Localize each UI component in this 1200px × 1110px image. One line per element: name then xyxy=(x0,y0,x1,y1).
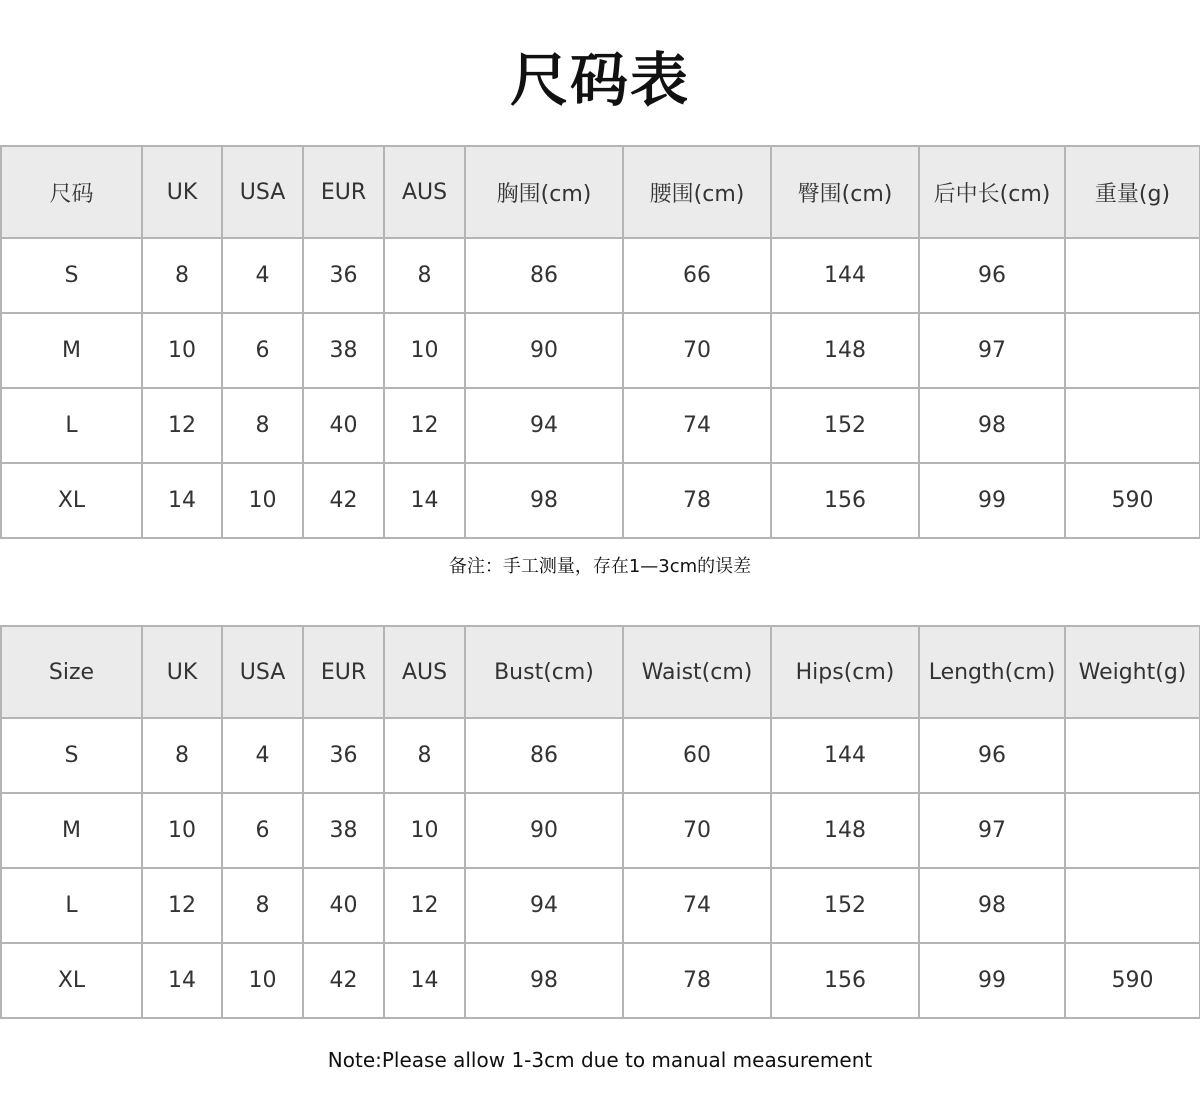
header-cell: EUR xyxy=(303,146,384,238)
header-cell: EUR xyxy=(303,626,384,718)
table-cell: 144 xyxy=(771,238,919,313)
table-cell: 98 xyxy=(919,388,1065,463)
table-cell: 78 xyxy=(623,943,771,1018)
table-cell: 36 xyxy=(303,718,384,793)
table-cell: 12 xyxy=(384,868,465,943)
table-cell: S xyxy=(1,238,142,313)
header-cell: 后中长(cm) xyxy=(919,146,1065,238)
table-row xyxy=(1,943,1200,1018)
table-cell: 156 xyxy=(771,943,919,1018)
page-title: 尺码表 xyxy=(509,46,690,114)
table-cell: 98 xyxy=(465,943,623,1018)
table-cell xyxy=(1065,388,1200,463)
table-cell: 8 xyxy=(142,718,222,793)
table-cell: 10 xyxy=(142,793,222,868)
table-cell xyxy=(1065,793,1200,868)
header-cell: 重量(g) xyxy=(1065,146,1200,238)
header-cell: UK xyxy=(142,626,222,718)
table-cell: S xyxy=(1,718,142,793)
table-cell: 86 xyxy=(465,718,623,793)
table-cell: 8 xyxy=(142,238,222,313)
table-row xyxy=(1,793,1200,868)
header-cell: Size xyxy=(1,626,142,718)
table-cell xyxy=(1065,868,1200,943)
table-row xyxy=(1,463,1200,538)
table-cell: 96 xyxy=(919,718,1065,793)
table-cell: M xyxy=(1,313,142,388)
table-cell: 14 xyxy=(142,463,222,538)
table-cell: 10 xyxy=(384,793,465,868)
table-cell: 70 xyxy=(623,313,771,388)
table-cell: 94 xyxy=(465,868,623,943)
table-cell: M xyxy=(1,793,142,868)
table-cell: 148 xyxy=(771,793,919,868)
table-cell: 42 xyxy=(303,463,384,538)
table-row xyxy=(1,388,1200,463)
table-cell: 144 xyxy=(771,718,919,793)
header-cell: 腰围(cm) xyxy=(623,146,771,238)
table-cell: 98 xyxy=(465,463,623,538)
table-row xyxy=(1,718,1200,793)
table-cell: 8 xyxy=(222,868,303,943)
table-cell: 8 xyxy=(384,238,465,313)
table-cell: 4 xyxy=(222,718,303,793)
header-cell: AUS xyxy=(384,146,465,238)
table-cell: 156 xyxy=(771,463,919,538)
table-cell: 42 xyxy=(303,943,384,1018)
table-row xyxy=(1,238,1200,313)
table-cell: 10 xyxy=(142,313,222,388)
table-row xyxy=(1,868,1200,943)
table-cell: 96 xyxy=(919,238,1065,313)
table-cell: 70 xyxy=(623,793,771,868)
table-cell: 6 xyxy=(222,793,303,868)
table-cell: 60 xyxy=(623,718,771,793)
table-cell: 99 xyxy=(919,943,1065,1018)
table-cell: 4 xyxy=(222,238,303,313)
table-cell: 36 xyxy=(303,238,384,313)
table-cell: 152 xyxy=(771,868,919,943)
table-cell: 38 xyxy=(303,313,384,388)
table-cell: XL xyxy=(1,943,142,1018)
table-cell: L xyxy=(1,388,142,463)
table-cell: 6 xyxy=(222,313,303,388)
table-cell: 90 xyxy=(465,793,623,868)
header-cell: Waist(cm) xyxy=(623,626,771,718)
header-cell: Bust(cm) xyxy=(465,626,623,718)
note-english: Note:Please allow 1-3cm due to manual measurement xyxy=(327,1048,873,1072)
header-cell: 尺码 xyxy=(1,146,142,238)
table-cell: 8 xyxy=(222,388,303,463)
table-cell: 66 xyxy=(623,238,771,313)
table-cell: 40 xyxy=(303,868,384,943)
table-cell: 590 xyxy=(1065,943,1200,1018)
table-cell xyxy=(1065,313,1200,388)
table-cell: 14 xyxy=(142,943,222,1018)
table-cell: 86 xyxy=(465,238,623,313)
table-cell: 74 xyxy=(623,388,771,463)
table-cell: 10 xyxy=(384,313,465,388)
header-cell: USA xyxy=(222,146,303,238)
table-cell: 97 xyxy=(919,313,1065,388)
table-cell: 97 xyxy=(919,793,1065,868)
table-cell: 98 xyxy=(919,868,1065,943)
table-cell: 12 xyxy=(384,388,465,463)
size-table-english xyxy=(0,625,1200,1019)
table-cell: 148 xyxy=(771,313,919,388)
table-cell: 8 xyxy=(384,718,465,793)
header-cell: USA xyxy=(222,626,303,718)
header-cell: Length(cm) xyxy=(919,626,1065,718)
header-cell: 臀围(cm) xyxy=(771,146,919,238)
table-cell: 94 xyxy=(465,388,623,463)
note-chinese: 备注：手工测量，存在1—3cm的误差 xyxy=(448,556,752,577)
table-cell xyxy=(1065,718,1200,793)
table-cell: 90 xyxy=(465,313,623,388)
table-header-row xyxy=(1,626,1200,718)
table-row xyxy=(1,313,1200,388)
table-cell: L xyxy=(1,868,142,943)
table-cell: 74 xyxy=(623,868,771,943)
header-cell: Hips(cm) xyxy=(771,626,919,718)
table-cell: XL xyxy=(1,463,142,538)
table-cell: 10 xyxy=(222,463,303,538)
header-cell: Weight(g) xyxy=(1065,626,1200,718)
table-header-row xyxy=(1,146,1200,238)
table-cell: 12 xyxy=(142,388,222,463)
table-cell: 40 xyxy=(303,388,384,463)
header-cell: AUS xyxy=(384,626,465,718)
header-cell: 胸围(cm) xyxy=(465,146,623,238)
table-cell: 78 xyxy=(623,463,771,538)
table-cell: 12 xyxy=(142,868,222,943)
size-table-chinese xyxy=(0,145,1200,539)
table-cell: 99 xyxy=(919,463,1065,538)
table-cell: 10 xyxy=(222,943,303,1018)
table-cell: 14 xyxy=(384,943,465,1018)
table-cell: 152 xyxy=(771,388,919,463)
table-cell xyxy=(1065,238,1200,313)
header-cell: UK xyxy=(142,146,222,238)
table-cell: 38 xyxy=(303,793,384,868)
table-cell: 14 xyxy=(384,463,465,538)
table-cell: 590 xyxy=(1065,463,1200,538)
